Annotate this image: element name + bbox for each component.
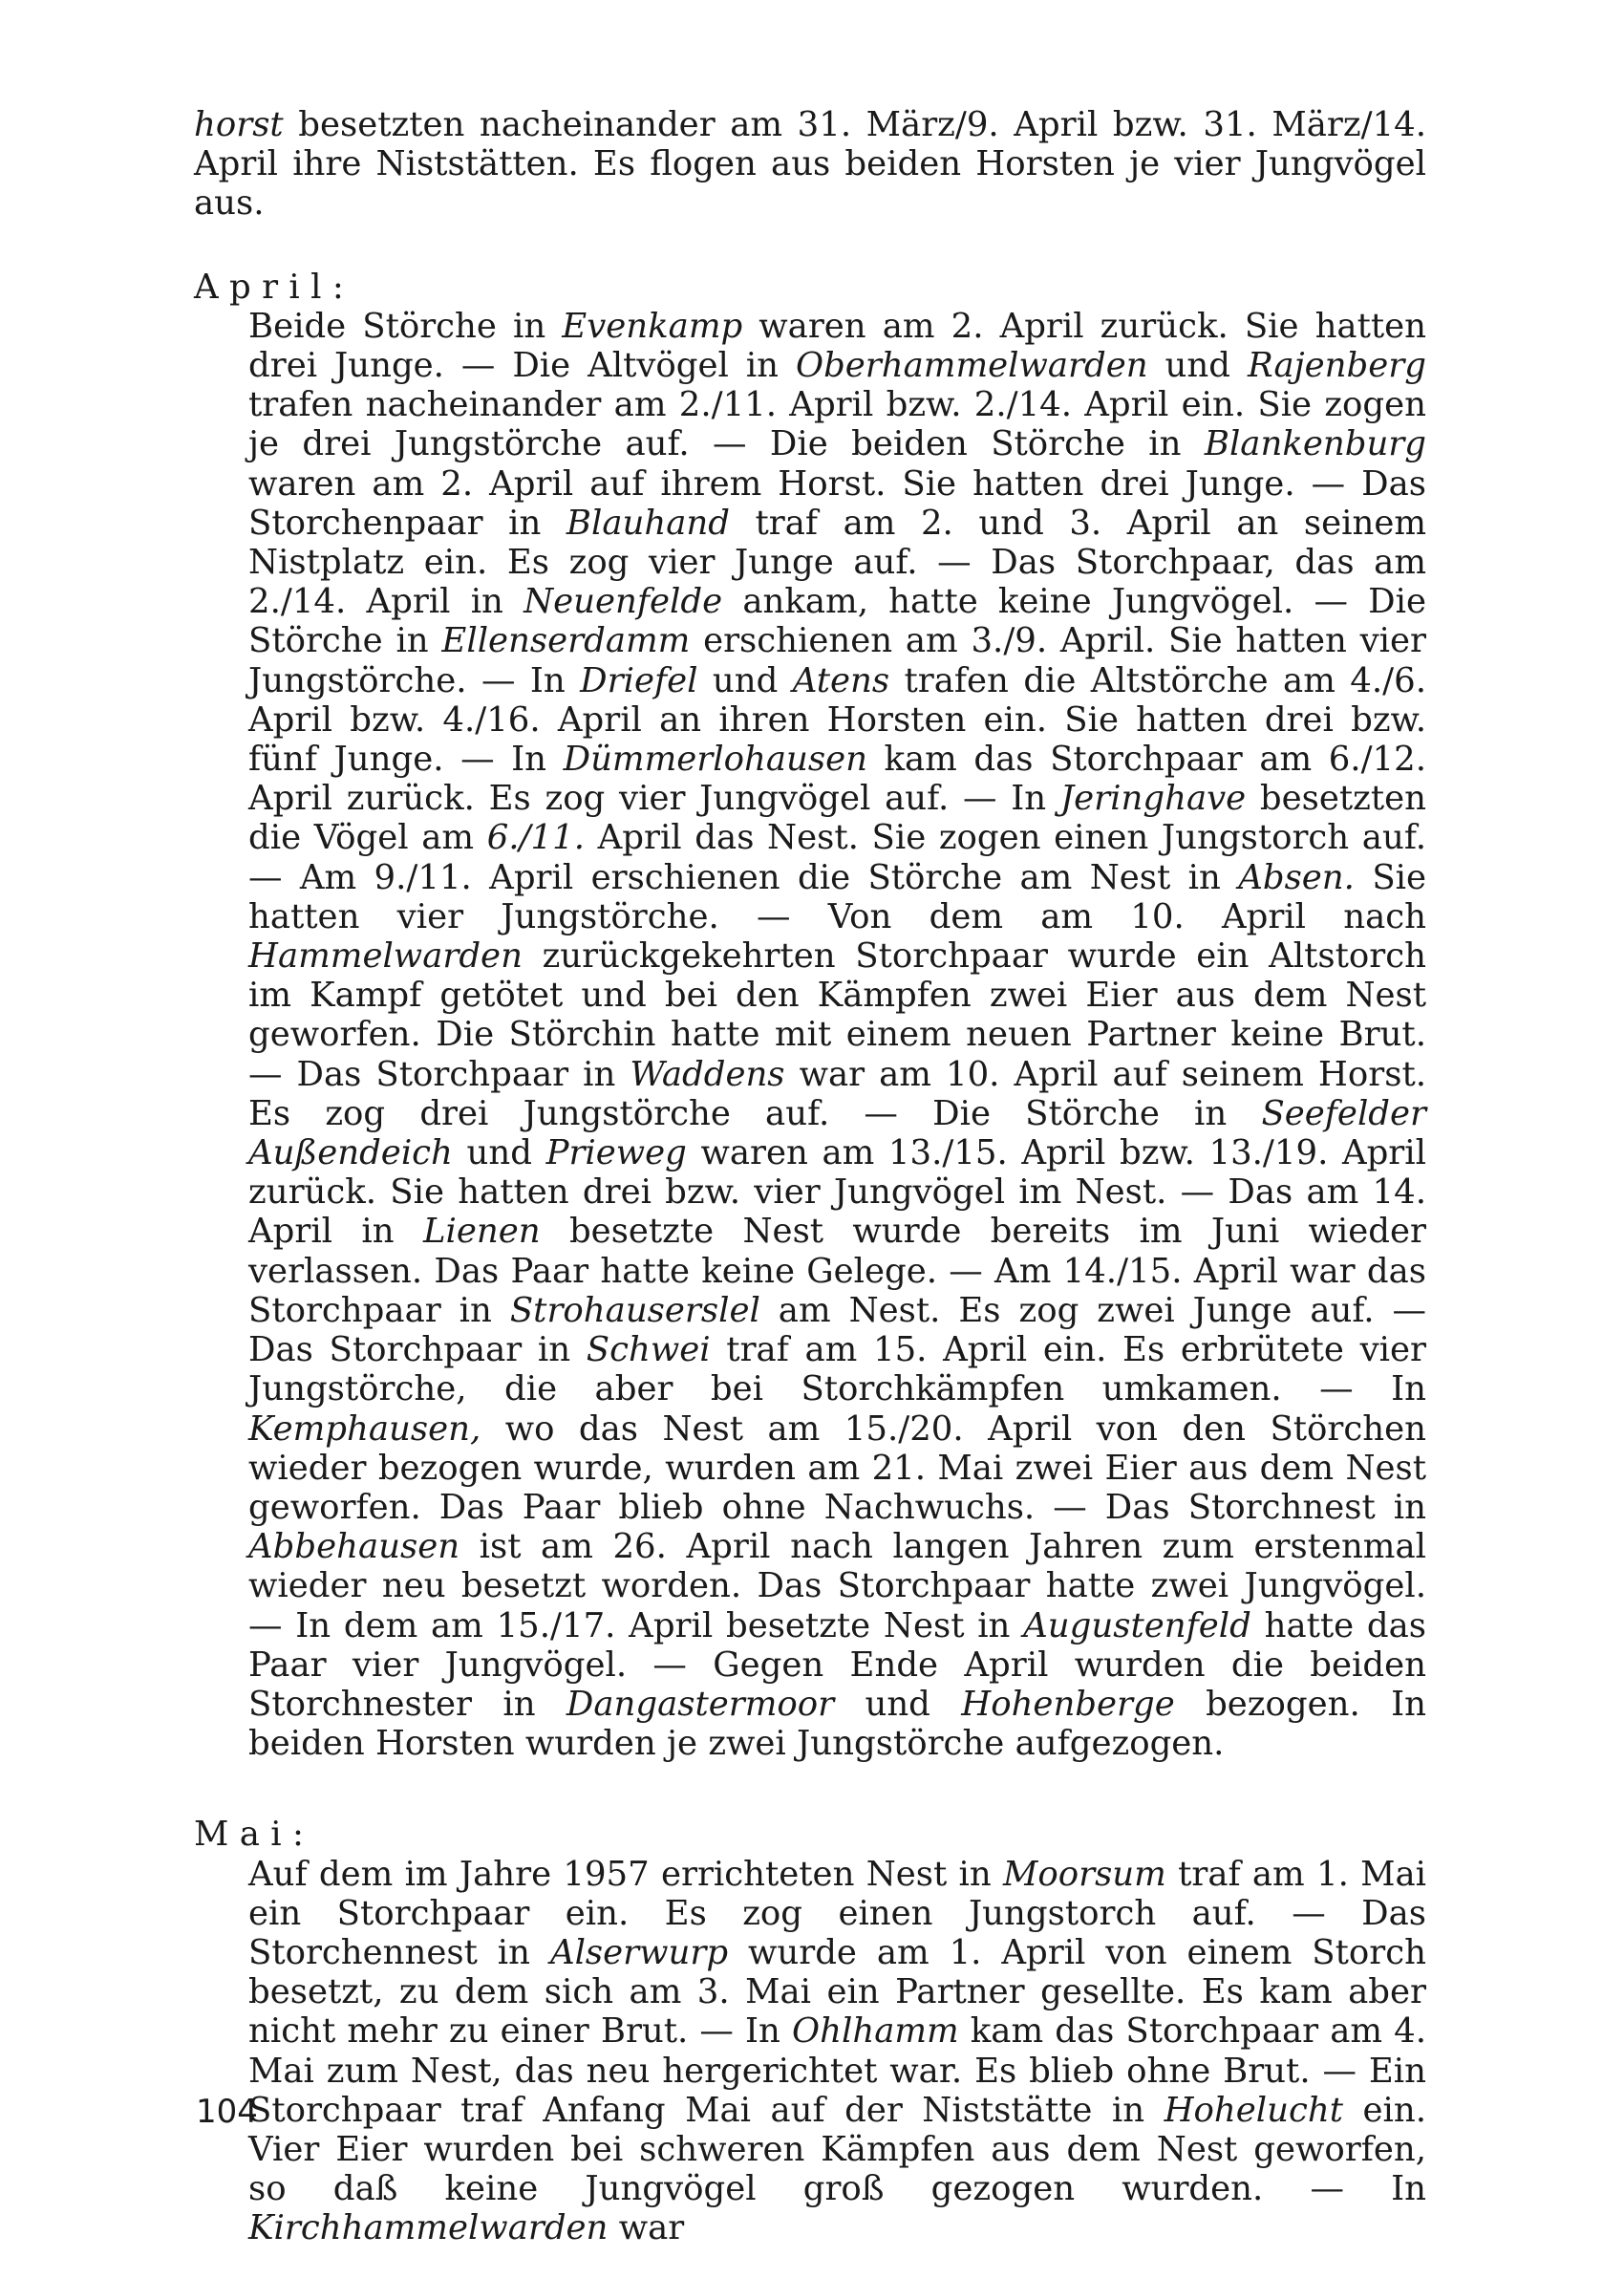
- spacer: [194, 1763, 1426, 1815]
- text-run: April das Nest. Sie zogen einen Jungstorch auf. — Am 9./11. April erschienen die Störche am Nest in: [248, 818, 1426, 897]
- text-run: traf am 1. Mai ein Storchpaar ein. Es zog einen Jungstorch auf. — Das Storchennest in: [248, 1854, 1426, 1972]
- place-name: Rajenberg: [1247, 346, 1426, 386]
- paragraph-april: [194, 307, 1426, 1764]
- section-heading-mai: Mai:: [194, 1815, 315, 1855]
- place-name: Neuenfelde: [524, 582, 723, 622]
- place-name: 6./11.: [486, 818, 585, 858]
- text-run: trafen nacheinander am 2./11. April bzw. 2./14. April ein. Sie zogen je drei Jungstörche auf. — Die beiden Störche in: [248, 385, 1426, 464]
- place-name: Moorsum: [1003, 1854, 1166, 1894]
- place-name: Blauhand: [566, 503, 730, 543]
- text-run: und: [1147, 346, 1248, 386]
- place-name: horst: [194, 105, 284, 144]
- text-run: Auf dem im Jahre 1957 errichteten Nest in: [248, 1854, 1003, 1894]
- place-name: Hohenberge: [961, 1684, 1175, 1724]
- place-name: Waddens: [630, 1054, 785, 1094]
- text-run: ankam, hatte keine Jungvögel. — Die Störche in: [248, 582, 1426, 661]
- text-column: [194, 105, 1426, 2248]
- place-name: Ohlhamm: [792, 2011, 959, 2052]
- paragraph-mai: [194, 1855, 1426, 2248]
- place-name: Prieweg: [545, 1133, 687, 1173]
- text-run: besetzte Nest wurde bereits im Juni wieder verlassen. Das Paar hatte keine Gelege. — Am 14./15. April war das Storchpaar in: [248, 1212, 1427, 1330]
- text-run: trafen die Altstörche am 4./6. April bzw. 4./16. April an ihren Horsten ein. Sie hatten drei bzw. fünf Junge. — In: [248, 660, 1426, 780]
- text-run: kam das Storchpaar am 4. Mai zum Nest, das neu hergerichtet war. Es blieb ohne Brut. — Ein Storchpaar traf Anfang Mai auf der Niststätte in: [248, 2011, 1427, 2130]
- place-name: Abbehausen: [248, 1527, 460, 1567]
- text-run: am Nest. Es zog zwei Junge auf. — Das Storchpaar in: [248, 1290, 1426, 1370]
- place-name: Ellenserdamm: [441, 621, 691, 661]
- place-name: Schwei: [586, 1330, 711, 1370]
- page-number: 104: [196, 2093, 258, 2131]
- place-name: Evenkamp: [562, 306, 743, 346]
- text-run: und: [834, 1684, 962, 1724]
- place-name: Dümmerlohausen: [563, 740, 867, 780]
- spacer: [194, 224, 1426, 268]
- place-name: Lienen: [422, 1212, 541, 1252]
- place-name: Oberhammelwarden: [795, 346, 1148, 386]
- text-run: Sie hatten vier Jungstörche. — Von dem am 10. April nach: [248, 857, 1427, 936]
- text-run: traf am 2. und 3. April an seinem Nistplatz ein. Es zog vier Junge auf. — Das Storchpaar, das am 2./14. April in: [248, 503, 1427, 622]
- text-run: war: [608, 2208, 685, 2248]
- text-run: traf am 15. April ein. Es erbrütete vier Jungstörche, die aber bei Storchkämpfen umkamen. — In: [248, 1330, 1426, 1409]
- place-name: Seefelder Außendeich: [248, 1093, 1426, 1173]
- place-name: Dangastermoor: [566, 1684, 835, 1724]
- place-name: Hohelucht: [1164, 2090, 1344, 2130]
- place-name: Absen.: [1238, 857, 1355, 897]
- text-run: hatte das Paar vier Jungvögel. — Gegen Ende April wurden die beiden Storchnester in: [248, 1605, 1427, 1724]
- place-name: Alserwurp: [549, 1932, 729, 1972]
- paragraph-continued: [194, 105, 1426, 224]
- text-run: wurde am 1. April von einem Storch besetzt, zu dem sich am 3. Mai ein Partner gesellte. Es kam aber nicht mehr zu einer Brut. — In: [248, 1932, 1426, 2052]
- text-run: zurückgekehrten Storchpaar wurde ein Altstorch im Kampf getötet und bei den Kämpfen zwei Eier aus dem Nest geworfen. Die Störchin hatte mit einem neuen Partner keine Brut. — Das Storchpaar in: [248, 936, 1426, 1094]
- place-name: Blankenburg: [1204, 424, 1426, 464]
- text-run: ist am 26. April nach langen Jahren zum erstenmal wieder neu besetzt worden. Das Storchpaar hatte zwei Jungvögel. — In dem am 15./17. April besetzte Nest in: [248, 1527, 1426, 1645]
- text-run: Beide Störche in: [248, 306, 563, 346]
- text-run: besetzten die Vögel am: [248, 779, 1426, 858]
- place-name: Kirchhammelwarden: [248, 2208, 609, 2248]
- text-run: kam das Storchpaar am 6./12. April zurück. Es zog vier Jungvögel auf. — In: [248, 740, 1426, 819]
- place-name: Hammelwarden: [248, 936, 523, 977]
- text-run: war am 10. April auf seinem Horst. Es zog drei Jungstörche auf. — Die Störche in: [248, 1054, 1426, 1133]
- text-run: und: [452, 1133, 546, 1173]
- text-run: und: [697, 660, 793, 700]
- text-run: waren am 13./15. April bzw. 13./19. April zurück. Sie hatten drei bzw. vier Jungvögel im Nest. — Das am 14. April in: [248, 1133, 1426, 1252]
- place-name: Atens: [792, 660, 890, 700]
- section-heading-april: April:: [194, 267, 355, 307]
- place-name: Augustenfeld: [1023, 1605, 1251, 1645]
- text-run: ein. Vier Eier wurden bei schweren Kämpfen aus dem Nest geworfen, so daß keine Jungvögel groß gezogen wurden. — In: [248, 2090, 1427, 2209]
- text-run: besetzten nacheinander am 31. März/9. April bzw. 31. März/14. April ihre Niststätten. Es flogen aus beiden Horsten je vier Jungvögel aus.: [194, 105, 1426, 224]
- text-run: bezogen. In beiden Horsten wurden je zwei Jungstörche aufgezogen.: [248, 1684, 1426, 1764]
- text-run: wo das Nest am 15./20. April von den Störchen wieder bezogen wurde, wurden am 21. Mai zwei Eier aus dem Nest geworfen. Das Paar blieb ohne Nachwuchs. — Das Storchnest in: [248, 1408, 1426, 1527]
- place-name: Strohauserslel: [509, 1290, 760, 1330]
- text-run: waren am 2. April zurück. Sie hatten drei Junge. — Die Altvögel in: [248, 306, 1426, 386]
- place-name: Jeringhave: [1059, 779, 1247, 819]
- text-run: waren am 2. April auf ihrem Horst. Sie hatten drei Junge. — Das Storchenpaar in: [248, 463, 1426, 543]
- text-run: erschienen am 3./9. April. Sie hatten vier Jungstörche. — In: [248, 621, 1427, 700]
- place-name: Kemphausen,: [248, 1408, 481, 1449]
- place-name: Driefel: [580, 660, 698, 700]
